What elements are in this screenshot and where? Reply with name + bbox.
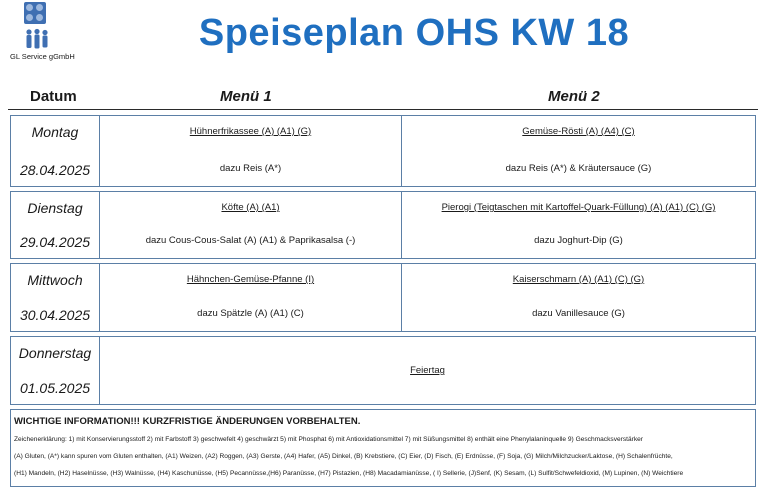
- day-name: Montag: [31, 124, 79, 140]
- day-row-tuesday: [10, 191, 756, 259]
- information-box: [10, 409, 756, 487]
- menu1-side: dazu Cous-Cous-Salat (A) (A1) & Paprikasalsa (-): [145, 235, 356, 246]
- menu1-side: dazu Reis (A*): [219, 163, 282, 174]
- day-row-thursday: [10, 336, 756, 405]
- date-cell: [11, 264, 100, 331]
- information-title: WICHTIGE INFORMATION!!! KURZFRISTIGE ÄNDERUNGEN VORBEHALTEN.: [14, 416, 361, 427]
- holiday-label: Feiertag: [410, 365, 445, 376]
- column-header-menu1: Menü 1: [220, 88, 272, 105]
- legend-line: (H1) Mandeln, (H2) Haselnüsse, (H3) Walnüsse, (H4) Kaschunüsse, (H5) Pecannüsse,(H6) Paranüsse, (H7) Pistazien, (H8) Macadamianüsse, ( I) Sellerie, (J)Senf, (K) Sesam, (L) Sulfit/Schwefeldioxid, (M) Lupinen, (N) Weichtiere: [14, 470, 684, 477]
- menu2-cell: [402, 264, 755, 331]
- menu1-dish: Köfte (A) (A1): [221, 202, 280, 213]
- menu2-dish: Gemüse-Rösti (A) (A4) (C): [522, 126, 635, 137]
- day-date: 30.04.2025: [19, 307, 91, 323]
- column-header-date: Datum: [30, 88, 77, 105]
- menu1-cell: [100, 192, 402, 258]
- day-date: 28.04.2025: [19, 162, 91, 178]
- day-name: Dienstag: [27, 200, 83, 216]
- menu1-dish: Hühnerfrikassee (A) (A1) (G): [189, 126, 312, 137]
- menu2-dish: Pierogi (Teigtaschen mit Kartoffel-Quark-Füllung) (A) (A1) (C) (G): [441, 202, 716, 213]
- menu2-side: dazu Vanillesauce (G): [532, 308, 625, 319]
- date-cell: [11, 116, 100, 186]
- day-date: 29.04.2025: [19, 234, 91, 250]
- date-cell: [11, 337, 100, 404]
- menu1-cell: [100, 116, 402, 186]
- column-header-menu2: Menü 2: [548, 88, 600, 105]
- day-row-wednesday: [10, 263, 756, 332]
- holiday-cell: [100, 337, 755, 404]
- menu2-side: dazu Joghurt-Dip (G): [534, 235, 623, 246]
- menu2-cell: [402, 116, 755, 186]
- logo-text: GL Service gGmbH: [10, 52, 75, 61]
- menu1-dish: Hähnchen-Gemüse-Pfanne (I): [186, 274, 315, 285]
- menu1-cell: [100, 264, 402, 331]
- legend-line: Zeichenerklärung: 1) mit Konservierungsstoff 2) mit Farbstoff 3) geschwefelt 4) geschwärzt 5) mit Phosphat 6) mit Antioxidationsmittel 7) mit Süßungsmittel 8) enthält eine Phenylalaninquelle 9) Geschmacksverstärker: [14, 436, 644, 443]
- menu1-side: dazu Spätzle (A) (A1) (C): [197, 308, 304, 319]
- menu2-dish: Kaiserschmarn (A) (A1) (C) (G): [512, 274, 645, 285]
- menu2-side: dazu Reis (A*) & Kräutersauce (G): [505, 163, 652, 174]
- page-title: Speiseplan OHS KW 18: [198, 12, 630, 54]
- legend-line: (A) Gluten, (A*) kann spuren vom Gluten enthalten, (A1) Weizen, (A2) Roggen, (A3) Gerste, (A4) Hafer, (A5) Dinkel, (B) Krebstiere, (C) Eier, (D) Fisch, (E) Erdnüsse, (F) Soja, (G) Milch/Milchzucker/Laktose, (H) Schalenfrüchte,: [14, 453, 673, 460]
- date-cell: [11, 192, 100, 258]
- day-date: 01.05.2025: [19, 380, 91, 396]
- day-name: Mittwoch: [27, 272, 83, 288]
- day-row-monday: [10, 115, 756, 187]
- menu2-cell: [402, 192, 755, 258]
- day-name: Donnerstag: [18, 345, 92, 361]
- header-divider: [8, 109, 758, 110]
